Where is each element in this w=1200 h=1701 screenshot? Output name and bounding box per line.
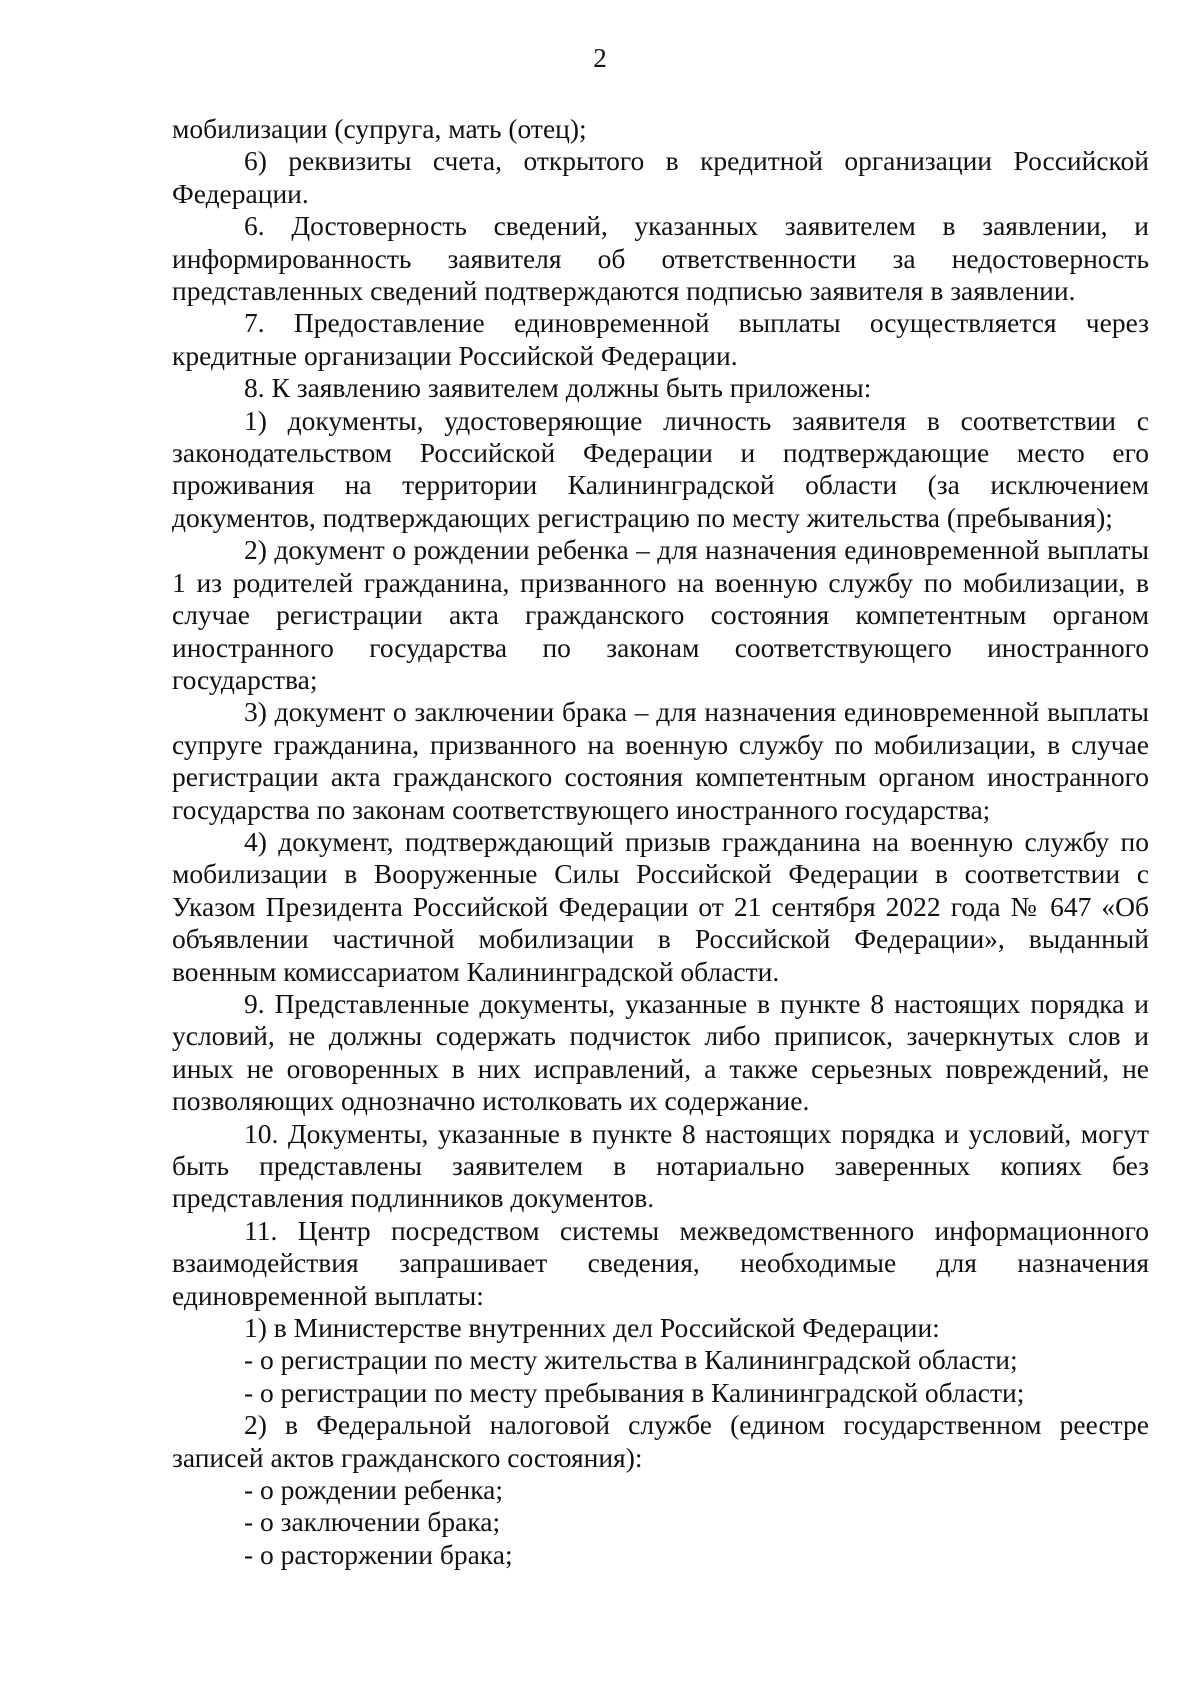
paragraph: - о заключении брака; [244, 1506, 501, 1538]
paragraph: - о расторжении брака; [244, 1538, 513, 1570]
paragraph: 10. Документы, указанные в пункте 8 настоящих порядка и условий, могут быть представлены заявителем в нотариально заверенных копиях без представления подлинников документов. [172, 1117, 1149, 1214]
paragraph: - о регистрации по месту жительства в Калининградской области; [244, 1344, 1018, 1376]
paragraph: 3) документ о заключении брака – для назначения единовременной выплаты супруге гражданина, призванного на военную службу по мобилизации, в случае регистрации акта гражданского состояния компетентным органом иностранного государства по законам соответствующего иностранного государства; [172, 696, 1149, 825]
paragraph: 6. Достоверность сведений, указанных заявителем в заявлении, и информированность заявителя об ответственности за недостоверность представленных сведений подтверждаются подписью заявителя в заявлении. [172, 210, 1149, 307]
page-number: 2 [593, 43, 607, 73]
paragraph: 7. Предоставление единовременной выплаты осуществляется через кредитные организации Российской Федерации. [172, 307, 1149, 371]
paragraph: 2) в Федеральной налоговой службе (едином государственном реестре записей актов гражданского состояния): [172, 1409, 1149, 1473]
paragraph: - о регистрации по месту пребывания в Калининградской области; [244, 1376, 1025, 1408]
paragraph: мобилизации (супруга, мать (отец); [172, 113, 587, 144]
paragraph: 8. К заявлению заявителем должны быть приложены: [244, 372, 872, 404]
document-body [172, 113, 1149, 1571]
paragraph: 1) документы, удостоверяющие личность заявителя в соответствии с законодательством Российской Федерации и подтверждающие место его проживания на территории Калининградской области (за исключением документов, подтверждающих регистрацию по месту жительства (пребывания); [172, 404, 1149, 533]
paragraph: 4) документ, подтверждающий призыв гражданина на военную службу по мобилизации в Вооруженные Силы Российской Федерации в соответствии с Указом Президента Российской Федерации от 21 сентября 2022 года № 647 «Об объявлении частичной мобилизации в Российской Федерации», выданный военным комиссариатом Калининградской области. [172, 825, 1149, 987]
paragraph: 1) в Министерстве внутренних дел Российской Федерации: [244, 1312, 940, 1344]
paragraph: 11. Центр посредством системы межведомственного информационного взаимодействия запрашивает сведения, необходимые для назначения единовременной выплаты: [172, 1214, 1149, 1311]
paragraph: 6) реквизиты счета, открытого в кредитной организации Российской Федерации. [172, 145, 1149, 209]
paragraph: - о рождении ребенка; [244, 1474, 503, 1506]
paragraph: 9. Представленные документы, указанные в пункте 8 настоящих порядка и условий, не должны содержать подчисток либо приписок, зачеркнутых слов и иных не оговоренных в них исправлений, а также серьезных повреждений, не позволяющих однозначно истолковать их содержание. [172, 987, 1149, 1117]
paragraph: 2) документ о рождении ребенка – для назначения единовременной выплаты 1 из родителей гражданина, призванного на военную службу по мобилизации, в случае регистрации акта гражданского состояния компетентным органом иностранного государства по законам соответствующего иностранного государства; [172, 534, 1149, 695]
